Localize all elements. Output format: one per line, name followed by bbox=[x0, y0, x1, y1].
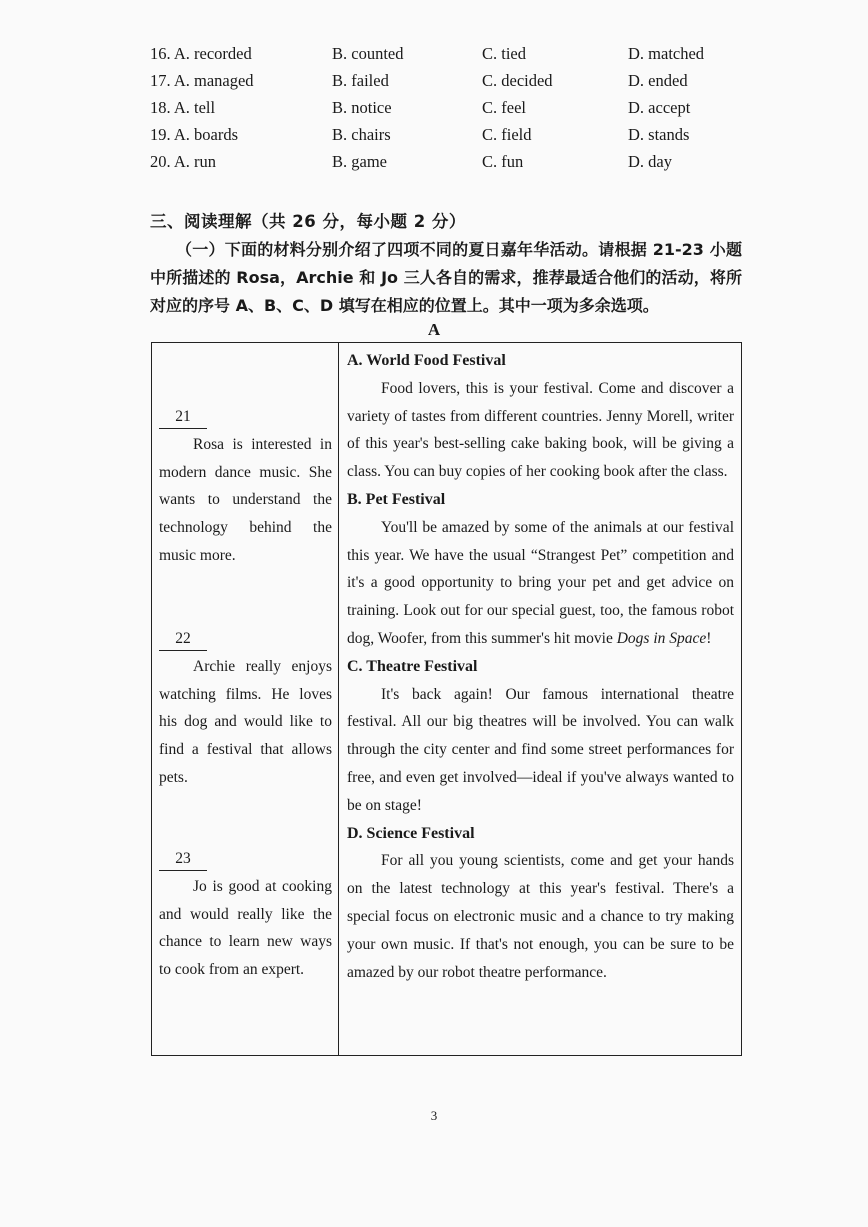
answer-blank[interactable]: 23 bbox=[159, 848, 207, 871]
option-b: B. game bbox=[332, 152, 387, 171]
option-d: D. day bbox=[628, 152, 672, 171]
festival-text bbox=[347, 514, 734, 653]
option-b: B. chairs bbox=[332, 125, 391, 144]
festivals-column bbox=[339, 343, 741, 1055]
answer-options bbox=[150, 44, 750, 179]
festival-title: B. Pet Festival bbox=[347, 490, 446, 508]
instructions: （一）下面的材料分别介绍了四项不同的夏日嘉年华活动。请根据 21-23 小题中所描述的 Rosa，Archie 和 Jo 三人各自的需求，推荐最适合他们的活动，将所对应的序号 A、B、C、D 填写在相应的位置上。其中一项为多余选项。 bbox=[150, 240, 742, 315]
person-item bbox=[159, 625, 332, 792]
option-row bbox=[150, 44, 750, 71]
person-description: Archie really enjoys watching films. He loves his dog and would like to find a festival that allows pets. bbox=[159, 657, 332, 786]
person-description: Rosa is interested in modern dance music. She wants to understand the technology behind the music more. bbox=[159, 435, 332, 564]
festival-title: C. Theatre Festival bbox=[347, 657, 478, 675]
option-b: B. notice bbox=[332, 98, 392, 117]
person-item bbox=[159, 845, 332, 984]
festival-text: It's back again! Our famous international theatre festival. All our big theatres will be involved. You can walk through the city center and find some street performances for free, and even get involved—ideal if you've always wanted to be on stage! bbox=[347, 685, 734, 814]
option-c: C. feel bbox=[482, 98, 526, 117]
person-item bbox=[159, 403, 332, 570]
option-c: C. tied bbox=[482, 44, 526, 63]
option-d: D. ended bbox=[628, 71, 688, 90]
answer-blank[interactable]: 21 bbox=[159, 406, 207, 429]
option-row bbox=[150, 152, 750, 179]
festival-title: D. Science Festival bbox=[347, 824, 475, 842]
option-a: 19. A. boards bbox=[150, 125, 238, 144]
section-title: 三、阅读理解（共 26 分，每小题 2 分） bbox=[150, 212, 466, 231]
option-c: C. field bbox=[482, 125, 532, 144]
option-c: C. fun bbox=[482, 152, 524, 171]
festival-text: Food lovers, this is your festival. Come and discover a variety of tastes from different countries. Jenny Morell, writer of this year's best-selling cake baking book, will be giving a class. You can buy copies of her cooking book after the class. bbox=[347, 379, 734, 481]
person-description: Jo is good at cooking and would really like the chance to learn new ways to cook from an expert. bbox=[159, 877, 332, 979]
page-number: 3 bbox=[430, 1108, 438, 1123]
option-a: 16. A. recorded bbox=[150, 44, 252, 63]
festival-text-part: You'll be amazed by some of the animals at our festival this year. We have the usual “Strangest Pet” competition and it's a good opportunity to bring your pet and get advice on training. Look out for our special guest, too, the famous robot dog, Woofer, from this summer's hit movie bbox=[347, 518, 734, 647]
matching-table bbox=[151, 342, 742, 1056]
table-label: A bbox=[427, 320, 441, 339]
option-row bbox=[150, 98, 750, 125]
festival-text-part: ! bbox=[706, 629, 712, 647]
option-a: 20. A. run bbox=[150, 152, 216, 171]
option-c: C. decided bbox=[482, 71, 553, 90]
option-d: D. matched bbox=[628, 44, 705, 63]
option-b: B. counted bbox=[332, 44, 404, 63]
option-d: D. accept bbox=[628, 98, 691, 117]
festival-title: A. World Food Festival bbox=[347, 352, 506, 369]
option-d: D. stands bbox=[628, 125, 690, 144]
option-row bbox=[150, 125, 750, 152]
option-a: 17. A. managed bbox=[150, 71, 254, 90]
movie-title: Dogs in Space bbox=[616, 629, 707, 647]
people-column bbox=[152, 343, 339, 1055]
option-row bbox=[150, 71, 750, 98]
option-b: B. failed bbox=[332, 71, 389, 90]
option-a: 18. A. tell bbox=[150, 98, 216, 117]
answer-blank[interactable]: 22 bbox=[159, 628, 207, 651]
festival-text: For all you young scientists, come and get your hands on the latest technology at this year's festival. There's a special focus on electronic music and a chance to try making your own music. If that's not enough, you can be sure to be amazed by our robot theatre performance. bbox=[347, 852, 734, 981]
